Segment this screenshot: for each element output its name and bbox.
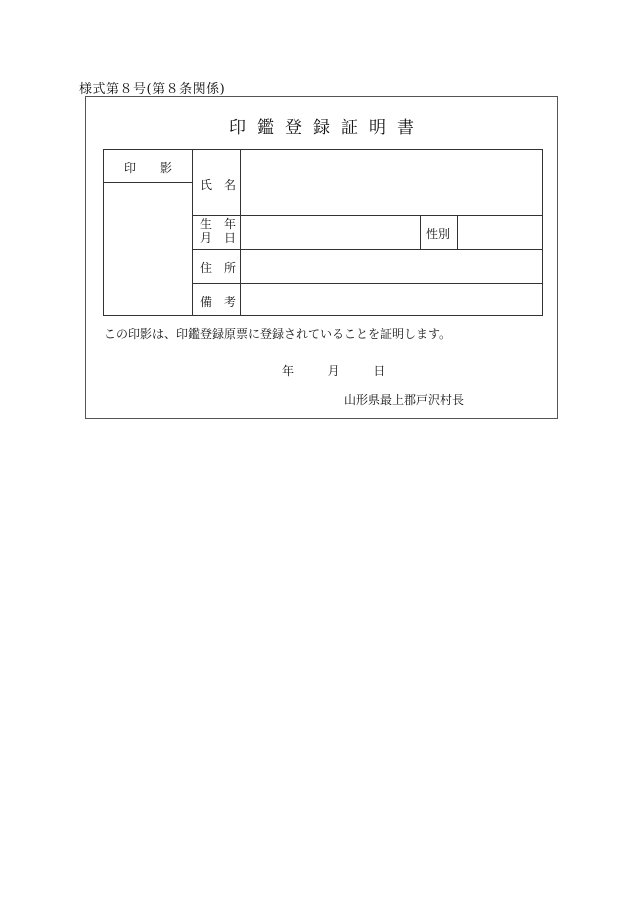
divider-sex-left [420, 215, 421, 249]
date-year-label: 年 [282, 364, 295, 378]
birthdate-label [200, 217, 236, 245]
divider-row-address [192, 283, 542, 284]
divider-sex-right [457, 215, 458, 249]
birthdate-value-field[interactable] [242, 217, 419, 248]
issuer-name: 山形県最上郡戸沢村長 [344, 393, 465, 407]
birthdate-label-line1: 生 年 [200, 217, 237, 231]
birthdate-label-line2: 月 日 [200, 231, 237, 245]
address-label: 住 所 [200, 261, 237, 275]
divider-seal-column [192, 150, 193, 315]
divider-label-column [240, 150, 241, 315]
issue-date [282, 362, 385, 379]
divider-seal-header [104, 182, 192, 183]
certificate-title: 印鑑登録証明書 [229, 118, 425, 138]
remarks-label: 備 考 [200, 295, 237, 309]
form-number-label: 様式第８号(第８条関係) [79, 82, 226, 97]
date-month-label: 月 [327, 364, 340, 378]
certificate-table [103, 149, 543, 316]
divider-row-birthdate [192, 249, 542, 250]
sex-label: 性別 [426, 227, 451, 241]
certification-statement: この印影は、印鑑登録原票に登録されていることを証明します。 [104, 327, 452, 341]
name-label: 氏 名 [200, 178, 237, 192]
address-value-field[interactable] [242, 251, 542, 282]
remarks-value-field[interactable] [242, 285, 542, 314]
divider-row-name [192, 215, 542, 216]
certificate-frame [85, 96, 558, 419]
seal-impression-area[interactable] [105, 184, 191, 314]
name-value-field[interactable] [242, 151, 542, 214]
date-day-label: 日 [373, 364, 386, 378]
sex-value-field[interactable] [459, 217, 542, 248]
seal-impression-header: 印 影 [124, 161, 173, 175]
